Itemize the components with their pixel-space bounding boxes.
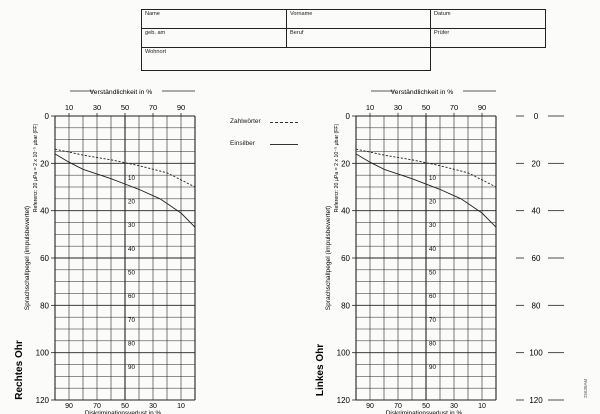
- discrimination-label: 40: [128, 245, 135, 253]
- bottom-tick-label: 70: [394, 403, 402, 410]
- y-tick-label: 20: [40, 159, 49, 169]
- field-pruefer-label: Prüfer: [434, 30, 450, 36]
- top-tick-label: 30: [92, 103, 102, 112]
- discrimination-label: 90: [429, 364, 436, 372]
- extra-tick-label: 40: [531, 206, 541, 216]
- discrimination-label: 10: [429, 174, 436, 182]
- y-axis-title: Sprachschallpegel (impulsbewertet): [24, 205, 31, 311]
- discrimination-label: 20: [429, 198, 436, 206]
- legend-einsilber-label: Einsilber: [230, 140, 255, 147]
- bottom-tick-label: 90: [65, 403, 73, 410]
- bottom-tick-label: 10: [478, 403, 486, 410]
- y-axis-reference: Referenz: 20 μPa = 2 x 10⁻⁵ μbar (FF): [33, 123, 39, 213]
- top-tick-label: 50: [421, 103, 431, 112]
- bottom-axis-title: Diskriminationsverlust in %: [84, 410, 162, 414]
- y-tick-label: 120: [336, 396, 350, 405]
- discrimination-label: 80: [128, 340, 135, 348]
- top-tick-label: 70: [148, 103, 158, 112]
- ear-side-label: Rechtes Ohr: [14, 340, 25, 400]
- top-tick-label: 10: [365, 103, 375, 112]
- discrimination-label: 30: [128, 222, 135, 230]
- bottom-tick-label: 90: [366, 403, 374, 410]
- top-axis-title: Verständlichkeit in %: [390, 89, 454, 96]
- discrimination-label: 10: [128, 174, 135, 182]
- top-tick-label: 30: [393, 103, 403, 112]
- field-vorname-label: Vorname: [290, 11, 313, 17]
- y-tick-label: 80: [341, 301, 350, 311]
- extra-tick-label: 80: [531, 301, 541, 311]
- y-tick-label: 40: [341, 206, 350, 216]
- extra-tick-label: 100: [529, 348, 543, 358]
- top-tick-label: 90: [176, 103, 186, 112]
- y-tick-label: 0: [345, 112, 350, 121]
- bottom-tick-label: 50: [121, 403, 129, 410]
- extra-tick-label: 60: [531, 254, 541, 263]
- extra-tick-label: 20: [531, 159, 541, 169]
- discrimination-label: 80: [429, 340, 436, 348]
- discrimination-label: 30: [429, 222, 436, 230]
- discrimination-label: 50: [429, 269, 436, 277]
- top-tick-label: 90: [477, 103, 487, 112]
- extra-tick-label: 0: [533, 112, 539, 121]
- bottom-tick-label: 30: [149, 403, 157, 410]
- discrimination-label: 60: [128, 293, 135, 301]
- bottom-tick-label: 50: [422, 403, 430, 410]
- y-tick-label: 60: [341, 254, 350, 263]
- y-tick-label: 100: [336, 348, 350, 358]
- discrimination-label: 90: [128, 364, 135, 372]
- legend-zahlwoerter-label: Zahlwörter: [230, 118, 261, 125]
- bottom-axis-title: Diskriminationsverlust in %: [385, 410, 463, 414]
- extra-tick-label: 120: [529, 396, 543, 405]
- side-code: 25638AM: [583, 378, 588, 398]
- ear-side-label: Linkes Ohr: [315, 343, 326, 397]
- y-tick-label: 40: [40, 206, 49, 216]
- y-tick-label: 80: [40, 301, 49, 311]
- bottom-tick-label: 30: [450, 403, 458, 410]
- top-tick-label: 50: [120, 103, 130, 112]
- y-tick-label: 100: [35, 348, 49, 358]
- top-tick-label: 10: [64, 103, 74, 112]
- discrimination-label: 70: [429, 316, 436, 324]
- y-tick-label: 20: [341, 159, 350, 169]
- field-beruf-label: Beruf: [290, 30, 304, 36]
- y-tick-label: 0: [44, 112, 49, 121]
- discrimination-label: 60: [429, 293, 436, 301]
- field-geb-am-label: geb. am: [145, 30, 166, 36]
- discrimination-label: 20: [128, 198, 135, 206]
- top-tick-label: 70: [449, 103, 459, 112]
- field-datum-label: Datum: [434, 11, 451, 17]
- y-axis-reference: Referenz: 20 μPa = 2 x 10⁻⁵ μbar (FF): [334, 123, 340, 213]
- discrimination-label: 40: [429, 245, 436, 253]
- y-axis-title: Sprachschallpegel (impulsbewertet): [325, 205, 332, 311]
- discrimination-label: 70: [128, 316, 135, 324]
- audiogram-left-ear: [301, 0, 600, 414]
- bottom-tick-label: 10: [177, 403, 185, 410]
- top-axis-title: Verständlichkeit in %: [89, 89, 153, 96]
- y-tick-label: 120: [35, 396, 49, 405]
- bottom-tick-label: 70: [93, 403, 101, 410]
- y-tick-label: 60: [40, 254, 49, 263]
- discrimination-label: 50: [128, 269, 135, 277]
- field-wohnort-label: Wohnort: [145, 49, 167, 55]
- field-name-label: Name: [145, 11, 160, 17]
